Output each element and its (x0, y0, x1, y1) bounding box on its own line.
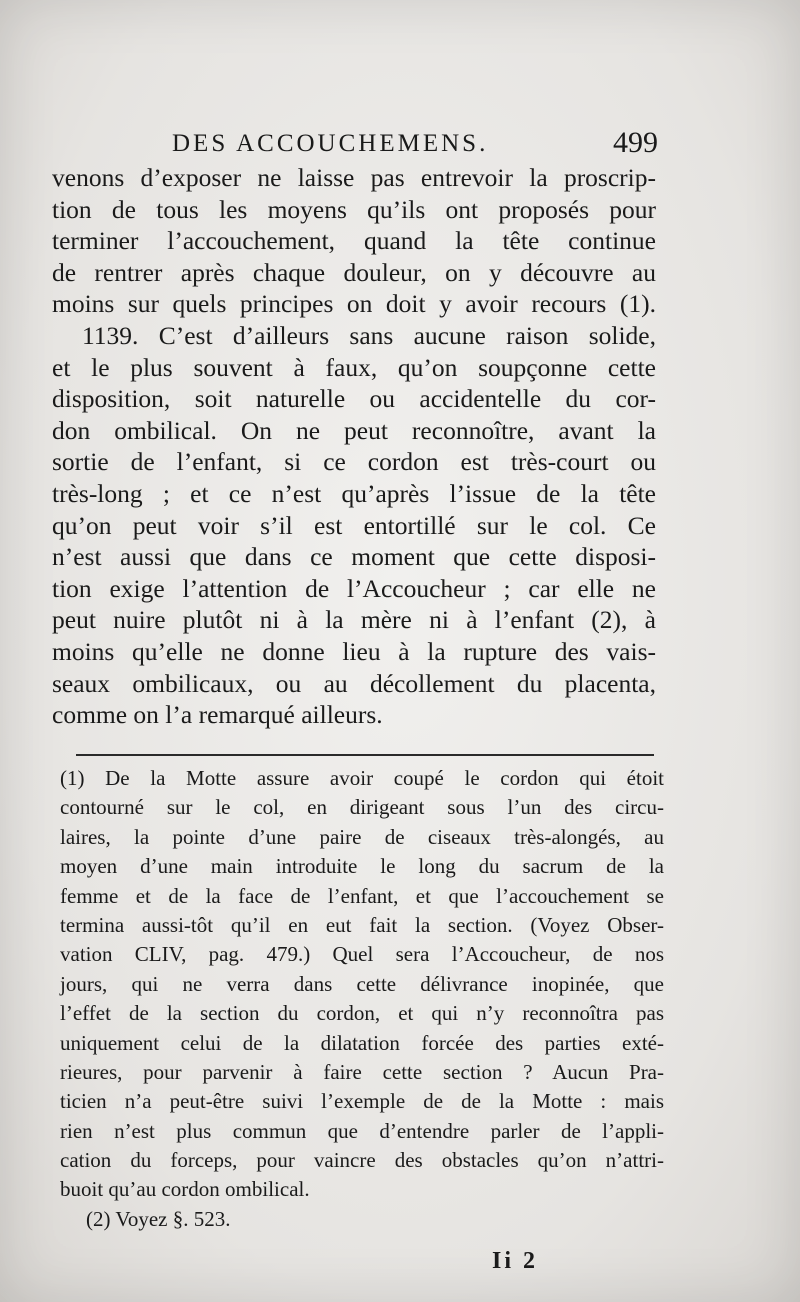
footnote-line: rien n’est plus commun que d’entendre parler de l’appli- (60, 1118, 664, 1143)
text-line: de rentrer après chaque douleur, on y découvre au (52, 257, 656, 287)
text-line: qu’on peut voir s’il est entortillé sur le col. Ce (52, 510, 656, 540)
footnote-line: femme et de la face de l’enfant, et que l’accouchement se (60, 883, 664, 908)
text-line: seaux ombilicaux, ou au décollement du placenta, (52, 668, 656, 698)
footnote-line: vation CLIV, pag. 479.) Quel sera l’Accoucheur, de nos (60, 942, 664, 967)
text-line: n’est aussi que dans ce moment que cette disposi- (52, 542, 656, 572)
text-line: disposition, soit naturelle ou accidentelle du cor- (52, 384, 656, 414)
footnote-2: (2) Voyez §. 523. (86, 1206, 231, 1231)
footnote-line: laires, la pointe d’une paire de ciseaux très-alongés, au (60, 824, 664, 849)
footnote-line: cation du forceps, pour vaincre des obstacles qu’on n’attri- (60, 1148, 664, 1173)
page-number: 499 (613, 126, 658, 159)
text-line: sortie de l’enfant, si ce cordon est très-court ou (52, 447, 656, 477)
footnote-1-start: (1) De la Motte assure avoir coupé le cordon qui étoit (60, 766, 664, 790)
text-line: don ombilical. On ne peut reconnoître, avant la (52, 415, 656, 445)
text-line: tion exige l’attention de l’Accoucheur ; car elle ne (52, 573, 656, 603)
text-line: tion de tous les moyens qu’ils ont proposés pour (52, 194, 656, 224)
footnote-divider (76, 754, 654, 756)
running-title: DES ACCOUCHEMENS. (172, 130, 489, 157)
paragraph-1139-start: 1139. C’est d’ailleurs sans aucune raison solide, (82, 320, 656, 350)
footnote-line: moyen d’une main introduite le long du sacrum de la (60, 854, 664, 879)
main-text (52, 162, 656, 731)
footnote-line: rieures, pour parvenir à faire cette section ? Aucun Pra- (60, 1059, 664, 1084)
text-line: moins qu’elle ne donne lieu à la rupture des vais- (52, 636, 656, 666)
text-line: venons d’exposer ne laisse pas entrevoir la proscrip- (52, 163, 656, 192)
text-line: et le plus souvent à faux, qu’on soupçonne cette (52, 352, 656, 382)
signature-mark: Ii 2 (492, 1248, 539, 1274)
text-line: comme on l’a remarqué ailleurs. (52, 700, 383, 730)
text-line: moins sur quels principes on doit y avoir recours (1). (52, 289, 656, 319)
footnote-line: jours, qui ne verra dans cette délivrance inopinée, que (60, 971, 664, 996)
text-line: peut nuire plutôt ni à la mère ni à l’enfant (2), à (52, 605, 656, 635)
footnote-line: ticien n’a peut-être suivi l’exemple de de la Motte : mais (60, 1089, 664, 1114)
footnote-line: buoit qu’au cordon ombilical. (60, 1177, 310, 1202)
page-header (172, 126, 658, 162)
footnotes (60, 764, 664, 1234)
footnote-line: uniquement celui de la dilatation forcée des parties exté- (60, 1030, 664, 1055)
footnote-line: termina aussi-tôt qu’il en eut fait la section. (Voyez Obser- (60, 912, 664, 937)
footnote-line: contourné sur le col, en dirigeant sous l’un des circu- (60, 795, 664, 820)
footnote-line: l’effet de la section du cordon, et qui n’y reconnoîtra pas (60, 1001, 664, 1026)
text-line: terminer l’accouchement, quand la tête continue (52, 226, 656, 256)
text-line: très-long ; et ce n’est qu’après l’issue de la tête (52, 478, 656, 508)
